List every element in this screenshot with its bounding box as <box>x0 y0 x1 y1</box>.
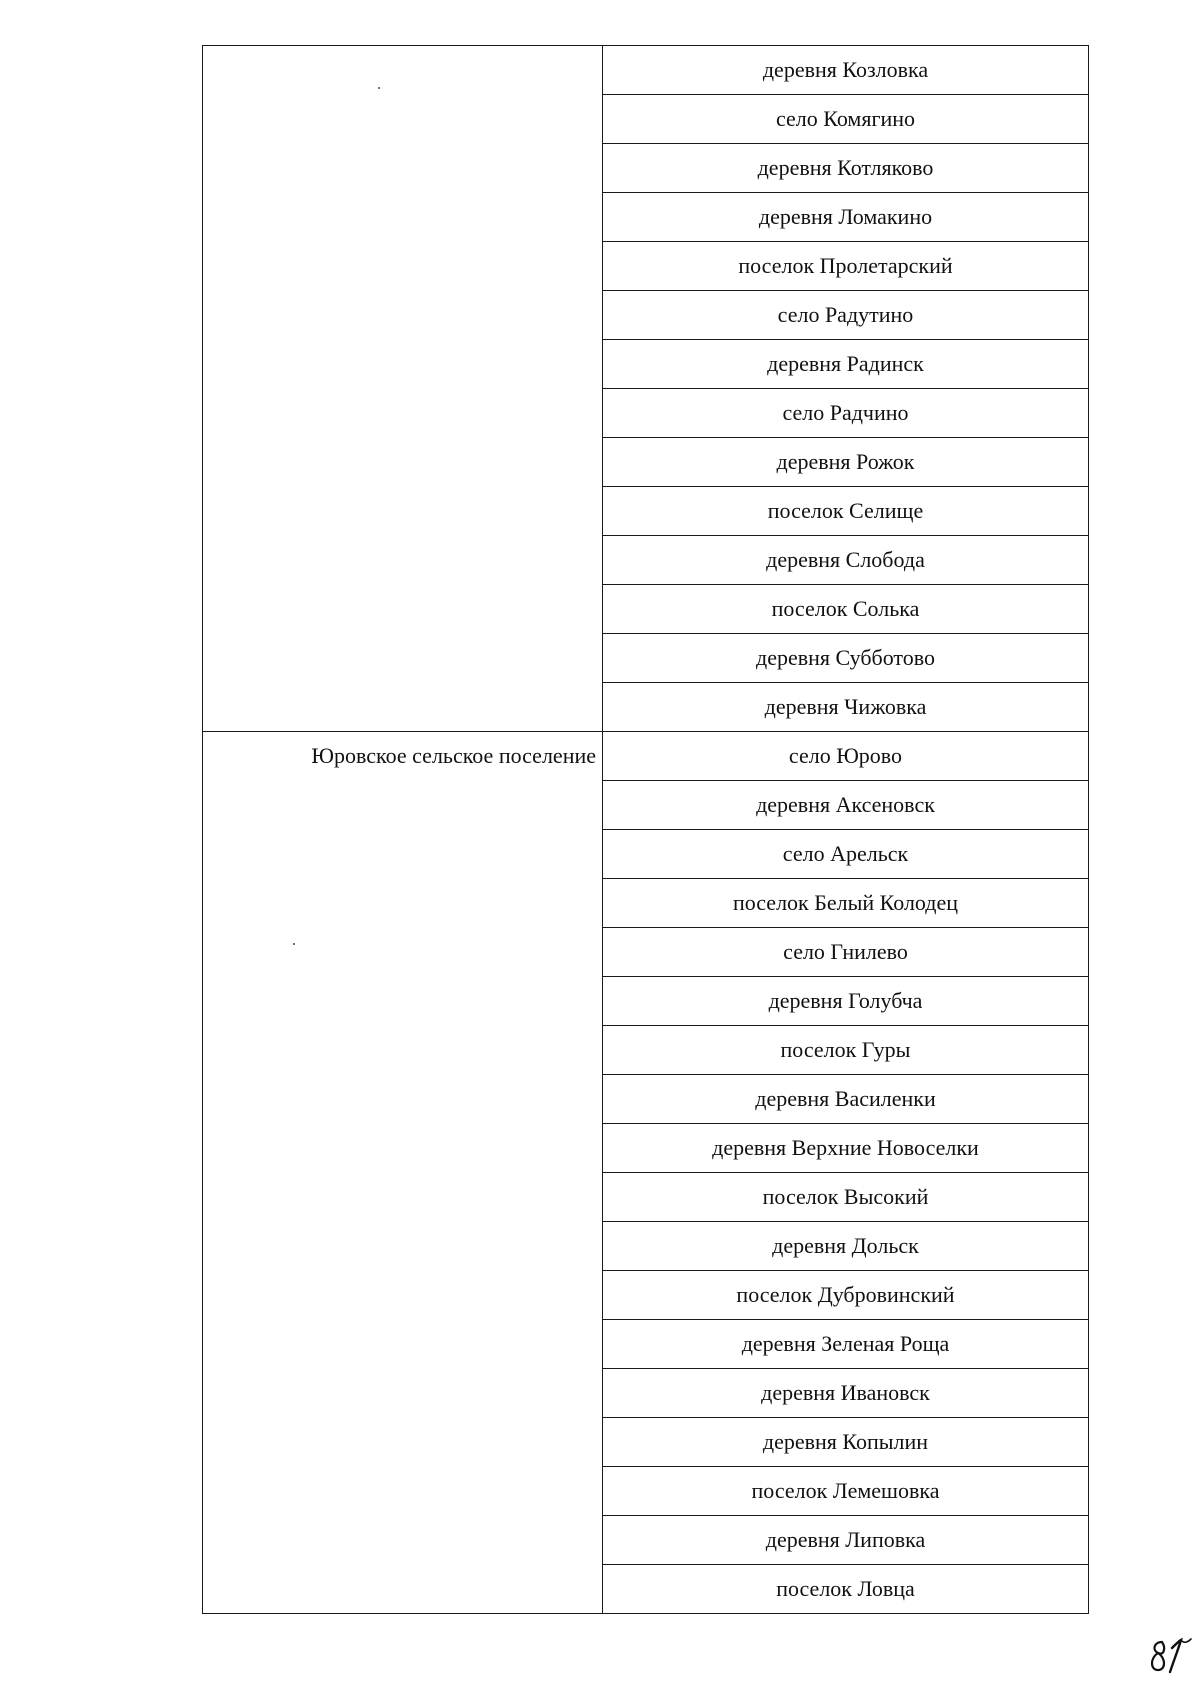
settlement-cell: село Радчино <box>603 389 1089 438</box>
settlement-cell: деревня Котляково <box>603 144 1089 193</box>
settlement-cell: деревня Липовка <box>603 1516 1089 1565</box>
settlement-cell: деревня Василенки <box>603 1075 1089 1124</box>
settlement-cell: деревня Ломакино <box>603 193 1089 242</box>
settlement-cell: поселок Высокий <box>603 1173 1089 1222</box>
table-row <box>203 732 1089 781</box>
settlement-cell: деревня Копылин <box>603 1418 1089 1467</box>
settlement-cell: село Комягино <box>603 95 1089 144</box>
municipality-label: Юровское сельское поселение <box>311 743 596 768</box>
settlement-cell: поселок Лемешовка <box>603 1467 1089 1516</box>
settlement-cell: деревня Слобода <box>603 536 1089 585</box>
scan-speck <box>293 943 295 945</box>
municipality-label <box>203 46 596 94</box>
settlement-cell: поселок Дубровинский <box>603 1271 1089 1320</box>
settlement-cell: село Гнилево <box>603 928 1089 977</box>
settlement-cell: деревня Верхние Новоселки <box>603 1124 1089 1173</box>
settlement-cell: поселок Ловца <box>603 1565 1089 1614</box>
scan-speck <box>378 87 380 89</box>
settlement-cell: поселок Белый Колодец <box>603 879 1089 928</box>
settlement-cell: деревня Ивановск <box>603 1369 1089 1418</box>
settlement-cell: деревня Рожок <box>603 438 1089 487</box>
settlements-table <box>202 45 1089 1614</box>
settlement-cell: поселок Селище <box>603 487 1089 536</box>
settlement-cell: поселок Пролетарский <box>603 242 1089 291</box>
settlement-cell: деревня Голубча <box>603 977 1089 1026</box>
settlement-cell: село Арельск <box>603 830 1089 879</box>
settlement-cell: деревня Чижовка <box>603 683 1089 732</box>
municipality-cell <box>203 732 603 1614</box>
settlement-cell: село Радутино <box>603 291 1089 340</box>
settlement-cell: поселок Гуры <box>603 1026 1089 1075</box>
settlement-cell: деревня Субботово <box>603 634 1089 683</box>
settlement-cell: поселок Солька <box>603 585 1089 634</box>
settlement-cell: деревня Зеленая Роща <box>603 1320 1089 1369</box>
settlements-table-body <box>203 46 1089 1614</box>
table-row <box>203 46 1089 95</box>
settlement-cell: деревня Аксеновск <box>603 781 1089 830</box>
settlement-cell: деревня Дольск <box>603 1222 1089 1271</box>
handwritten-page-number <box>1148 1636 1194 1676</box>
settlement-cell: село Юрово <box>603 732 1089 781</box>
settlement-cell: деревня Радинск <box>603 340 1089 389</box>
settlement-cell: деревня Козловка <box>603 46 1089 95</box>
municipality-cell <box>203 46 603 732</box>
